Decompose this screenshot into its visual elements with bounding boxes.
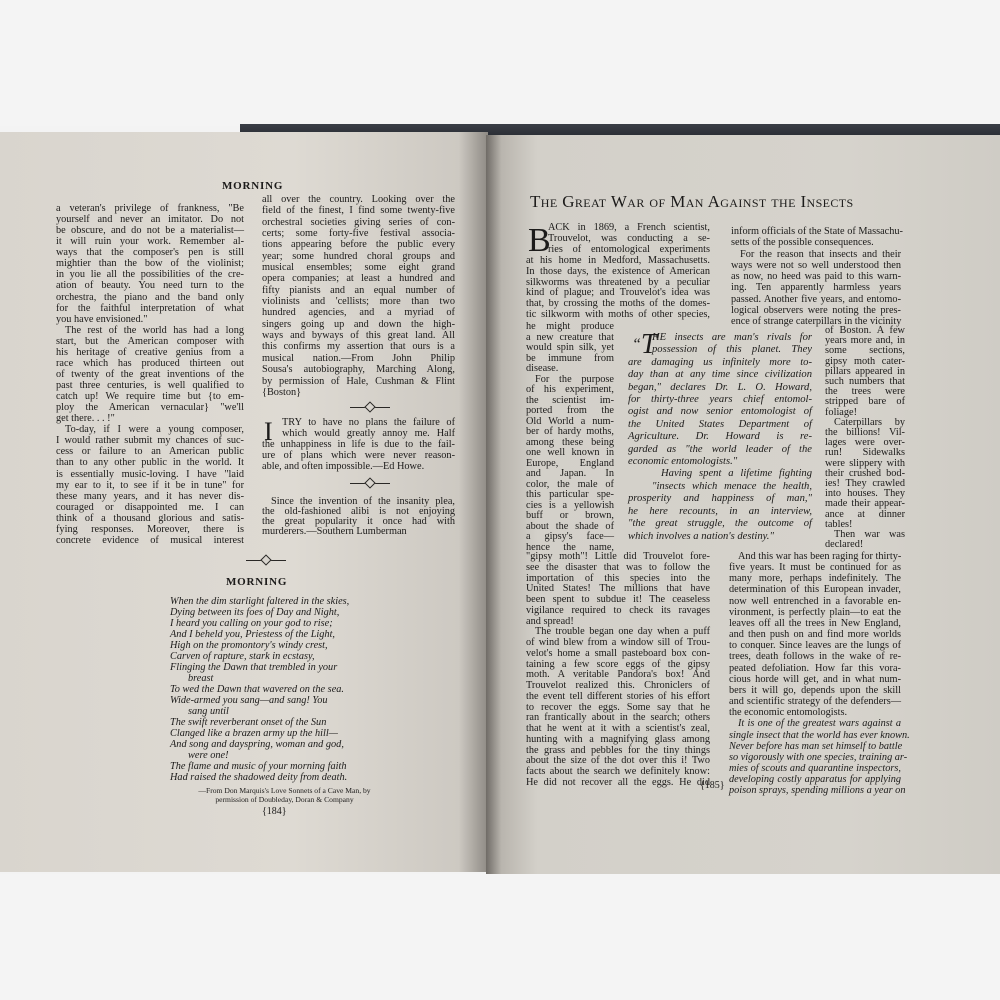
- text-line: Trouvelot, was conducting a se-: [548, 232, 710, 244]
- paragraph: [628, 468, 812, 542]
- text-line: HE insects are man's rivals for: [652, 332, 812, 343]
- text-line: to conquer. Since leaves are the lungs of: [729, 640, 901, 652]
- credit-line: —From Don Marquis's Love Sonnets of a Cave Man, by: [198, 786, 371, 795]
- text-line: disease.: [526, 363, 559, 374]
- text-line: hunting with a magnifying glass among: [526, 733, 710, 745]
- text-line: that, by crossing the moths of the domes-: [526, 298, 710, 310]
- text-line: certs; some forty-five festival associa-: [262, 228, 455, 240]
- text-line: leaves off all the trees in New England,: [729, 617, 901, 629]
- text-line: day than at any time since civilization: [628, 369, 812, 381]
- text-line: you have envisioned.": [56, 313, 148, 325]
- text-line: possession of this planet. They: [652, 344, 812, 356]
- text-line: ways and byways of this great land. All: [262, 330, 455, 342]
- text-line: he might produce: [526, 321, 614, 332]
- text-line: start, but the American composer with: [56, 335, 244, 347]
- text-line: silkworms was threatened by a peculiar: [526, 276, 710, 288]
- text-line: the unhappiness in life is due to the fail-: [262, 439, 455, 450]
- text-line: ance at dinner: [825, 508, 905, 520]
- text-line: For the purpose: [535, 373, 614, 385]
- right-column-1-bottom: [526, 552, 710, 789]
- text-line: orchestra, the piano and the band only: [56, 291, 244, 303]
- text-line: so vigorously with one species, training ar-: [729, 751, 908, 763]
- poem-line: Flinging the Dawn that trembled in your: [170, 662, 338, 673]
- text-line: and spread!: [526, 615, 574, 627]
- text-line: think of a thousand glorious and satis-: [56, 512, 244, 524]
- text-line: of Boston. A few: [825, 325, 905, 336]
- text-line: at his home in Medford, Massachusetts.: [526, 254, 710, 266]
- text-line: ing. Ten apparently harmless years: [731, 282, 901, 294]
- paragraph: [262, 417, 455, 472]
- text-line: years more and, in: [825, 335, 905, 347]
- text-line: "insects which menace the health,: [652, 480, 812, 492]
- text-line: all over the country. Looking over the: [262, 194, 455, 205]
- text-line: peated defoliation. How far this vora-: [729, 662, 901, 674]
- right-column-2-top: [731, 226, 901, 327]
- text-line: For the reason that insects and their: [740, 248, 901, 260]
- text-line: ported from the: [526, 405, 614, 416]
- text-line: able, and often impossible.—Ed Howe.: [262, 461, 425, 472]
- text-line: to recover the eggs. Some say that he: [526, 701, 710, 713]
- text-line: of his experiment,: [526, 384, 614, 395]
- text-line: Since the invention of the insanity plea,: [271, 496, 455, 507]
- text-line: and scientific strategy of the defenders—: [729, 696, 901, 708]
- poem-line: sang until: [188, 706, 229, 717]
- text-line: hence the name,: [526, 541, 614, 553]
- paragraph: [262, 497, 455, 537]
- lumberman-quote: [262, 497, 455, 537]
- text-line: ways were not so well understood then: [731, 259, 901, 271]
- text-line: Having spent a lifetime fighting: [661, 468, 812, 480]
- text-line: TRY to have no plans the failure of: [282, 417, 455, 428]
- text-line: fifty pianists and an equal number of: [262, 284, 455, 296]
- poem-title: MORNING: [226, 576, 288, 588]
- paragraph: [731, 226, 901, 249]
- text-line: The trouble began one day when a puff: [535, 626, 710, 638]
- text-line: tables!: [825, 518, 853, 530]
- text-line: gipsy moth cater-: [825, 355, 905, 367]
- article-title: The Great War of Man Against the Insects: [530, 192, 854, 211]
- text-line: velot's home a small pasteboard box con-: [526, 647, 710, 659]
- text-line: as now, no heed was paid to this warn-: [731, 271, 901, 282]
- text-line: declared!: [825, 539, 864, 551]
- text-line: To-day, if I were a young composer,: [65, 424, 244, 436]
- text-line: ploy the American vernacular} "we'll: [56, 402, 244, 414]
- text-line: Caterpillars by: [834, 416, 905, 428]
- text-line: kind of plague; and Trouvelot's idea was: [526, 287, 710, 299]
- text-line: his heritage of creative genius from a: [56, 346, 244, 358]
- right-column-2-bottom: [729, 551, 910, 797]
- right-column-1-top: [526, 223, 710, 321]
- text-line: vironment, is perfectly plain—to eat the: [729, 606, 901, 618]
- text-line: couraged or disappointed me. I can: [56, 501, 244, 513]
- text-line: logical observers were noting the pres-: [731, 304, 901, 316]
- text-line: is essentially music-loving. I have "laid: [56, 468, 244, 480]
- text-line: of twenty of the great inventions of the: [56, 368, 244, 380]
- text-line: mightier than the bow of the violinist;: [56, 258, 244, 270]
- text-line: stripped bare of: [825, 396, 905, 408]
- text-line: ries of entomological experiments: [548, 243, 710, 255]
- text-line: taining a few score eggs of the gipsy: [526, 658, 710, 670]
- text-line: past three centuries, is well qualified to: [56, 380, 244, 391]
- text-line: Agriculture. Dr. Howard is re-: [628, 431, 812, 443]
- text-line: ure of plans which were never reason-: [262, 450, 455, 461]
- text-line: for the faithful interpretation of what: [56, 302, 244, 314]
- text-line: the scientist im-: [526, 394, 614, 406]
- poem-line: breast: [188, 673, 214, 684]
- paragraph: [825, 418, 905, 530]
- ornament-divider: [246, 556, 286, 564]
- text-line: vigilance required to check its ravages: [526, 604, 710, 616]
- text-line: these many years, and it has never dis-: [56, 490, 244, 502]
- text-line: I would rather submit my chances of suc-: [56, 435, 244, 447]
- text-line: their crushed bod-: [825, 467, 905, 479]
- text-line: run! Sidewalks: [825, 447, 905, 459]
- text-line: facts about the search we definitely know:: [526, 766, 710, 777]
- text-line: setts of the possible consequences.: [731, 237, 874, 249]
- text-line: made their appear-: [825, 498, 905, 510]
- open-quote-mark: “: [632, 336, 641, 353]
- text-line: Sousa's autobiography, Marching Along,: [262, 364, 455, 376]
- text-line: mies of scouts and quarantine inspectors,: [729, 762, 901, 774]
- pull-quote: [628, 332, 812, 543]
- text-line: would spin silk, yet: [526, 342, 614, 353]
- text-line: such numbers that: [825, 376, 905, 388]
- right-column-1-narrow: [526, 322, 614, 553]
- poem-line: Carven of rapture, stark in ecstasy,: [170, 651, 315, 662]
- text-line: "gipsy moth"! Little did Trouvelot fore-: [526, 551, 710, 562]
- paragraph: [731, 249, 901, 328]
- text-line: He did not recover all the eggs. He did: [526, 776, 710, 788]
- text-line: murderers.—Southern Lumberman: [262, 526, 407, 537]
- text-line: Old World a num-: [526, 415, 614, 427]
- paragraph: [56, 203, 244, 325]
- text-line: year; some hundred choral groups and: [262, 250, 455, 262]
- poem-line: Dying between its foes of Day and Night,: [170, 607, 340, 618]
- text-line: been spent to subdue it! The ceaseless: [526, 594, 710, 605]
- text-line: And this war has been raging for thirty-: [738, 551, 902, 562]
- text-line: garded as "the world leader of the: [628, 443, 812, 455]
- text-line: Never before has man set himself to battle: [729, 740, 903, 752]
- paragraph: [56, 325, 244, 425]
- left-column-2: [262, 194, 455, 398]
- paragraph: [526, 627, 710, 788]
- text-line: developing costly apparatus for applying: [729, 774, 901, 786]
- paragraph: [825, 530, 905, 550]
- poem-line: And song and dayspring, woman and god,: [170, 739, 344, 750]
- paragraph: [526, 552, 710, 627]
- text-line: and Japan. In: [526, 468, 614, 479]
- text-line: this particular spe-: [526, 489, 614, 500]
- credit-line: permission of Doubleday, Doran & Company: [215, 794, 354, 804]
- drop-cap: B: [528, 222, 551, 259]
- text-line: the billions! Vil-: [825, 427, 905, 439]
- text-line: this confirms my assertion that ours is a: [262, 341, 455, 353]
- text-line: ber of hardy moths,: [526, 426, 614, 437]
- text-line: single insect that the world has ever known.: [729, 729, 910, 741]
- text-line: The rest of the world has had a long: [65, 324, 244, 336]
- text-line: it will ruin your work. Remember al-: [56, 236, 244, 248]
- text-line: some sections,: [825, 345, 905, 357]
- text-line: he here recounts, in an interview,: [628, 505, 812, 517]
- text-line: many more, perhaps indefinitely. The: [729, 573, 901, 585]
- text-line: cies is a yellowish: [526, 499, 614, 511]
- text-line: the old-fashioned alibi is not enjoying: [262, 506, 455, 517]
- text-line: buff or brown,: [526, 510, 614, 521]
- text-line: which would greatly annoy me. Half: [282, 428, 455, 439]
- text-line: Europe, England: [526, 457, 614, 469]
- text-line: ies! They crawled: [825, 478, 905, 490]
- text-line: bers it will go, depends upon the skill: [729, 684, 901, 696]
- text-line: ran frantically about in the search; others: [526, 712, 710, 724]
- text-line: In those days, the existence of American: [526, 265, 710, 277]
- text-line: than to any other public in the world. It: [56, 457, 244, 469]
- text-line: tic silkworm with moths of other species,: [526, 309, 710, 321]
- ornament-divider: [350, 479, 390, 487]
- text-line: United States! The millions that have: [526, 583, 710, 595]
- text-line: yourself and never an imitator. Do not: [56, 214, 244, 226]
- text-line: tions appearing before the public every: [262, 239, 455, 251]
- text-line: musical ensembles; some eight grand: [262, 262, 455, 274]
- poem-line: Wide-armed you sang—and sang! You: [170, 695, 328, 706]
- text-line: the grass and pebbles for the tiny things: [526, 744, 710, 756]
- text-line: inform officials of the State of Massachu-: [731, 226, 903, 237]
- paragraph: [526, 322, 614, 375]
- poem-line: The swift reverberant onset of the Sun: [170, 717, 327, 728]
- text-line: concrete evidence of musical interest: [56, 534, 244, 546]
- text-line: field of the finest, I find some twenty-five: [262, 205, 455, 217]
- left-column-1: [56, 203, 244, 546]
- text-line: lages were over-: [825, 437, 905, 449]
- text-line: ence of strange caterpillars in the vicinity: [731, 316, 902, 327]
- poem-line: Had raised the shadowed deity from death.: [170, 772, 348, 783]
- text-line: of wind blew from a window sill of Trou-: [526, 637, 710, 648]
- text-line: violinists and 'cellists; more than two: [262, 296, 455, 308]
- text-line: a gipsy's face—: [526, 531, 614, 542]
- poem-line: were one!: [188, 750, 229, 761]
- text-line: opera companies; at least a hundred and: [262, 273, 455, 285]
- text-line: prosperity and happiness of man,": [628, 493, 812, 505]
- paragraph: [526, 375, 614, 554]
- poem-line: To wed the Dawn that wavered on the sea.: [170, 684, 344, 695]
- poem-line: Clanged like a brazen army up the hill—: [170, 728, 338, 739]
- background-top: [0, 0, 1000, 126]
- text-line: ways that the composer's pen is still: [56, 247, 244, 259]
- paragraph: [628, 332, 812, 468]
- howe-quote: [262, 417, 455, 472]
- text-line: and then push on and find more worlds: [729, 629, 901, 641]
- text-line: "the great struggle, the outcome of: [628, 518, 812, 530]
- drop-cap: I: [264, 417, 273, 446]
- text-line: were slippery with: [825, 457, 905, 469]
- text-line: importation of this species into the: [526, 572, 710, 584]
- text-line: economic entomologists.": [628, 456, 738, 468]
- text-line: color, the male of: [526, 478, 614, 490]
- text-line: foliage!: [825, 406, 858, 418]
- text-line: fying responses. Moreover, there is: [56, 523, 244, 535]
- text-line: the trees were: [825, 386, 905, 398]
- text-line: hundred agencies, and a myriad of: [262, 307, 455, 319]
- paragraph: [262, 194, 455, 398]
- text-line: the event tell different stories of his effort: [526, 690, 710, 702]
- text-line: moth. A veritable Pandora's box! And: [526, 669, 710, 681]
- poem-line: High on the promontory's windy crest,: [170, 640, 328, 651]
- text-line: by permission of Hale, Cushman & Flint: [262, 375, 455, 387]
- text-line: which involves a nation's destiny.": [628, 530, 774, 542]
- text-line: be obscure, and do not be a materialist—: [56, 225, 244, 237]
- text-line: musical nation.—From John Philip: [262, 352, 455, 364]
- text-line: singers going up and down the high-: [262, 318, 455, 330]
- text-line: cious horde will get, and in what num-: [729, 673, 901, 685]
- page-number: {184}: [262, 806, 287, 817]
- poem-line: And I beheld you, Priestess of the Light,: [170, 629, 336, 640]
- text-line: race which has produced thirteen out: [56, 357, 244, 369]
- text-line: about the shade of: [526, 520, 614, 532]
- background-bottom: [0, 874, 1000, 1000]
- text-line: for thirty-three years chief entomol-: [628, 394, 812, 406]
- text-line: Then war was: [834, 529, 905, 541]
- page-number: {185}: [700, 780, 725, 791]
- text-line: ogist and now senior entomologist of: [628, 406, 812, 418]
- right-column-2-narrow: [825, 326, 905, 550]
- paragraph: [729, 718, 910, 797]
- paragraph: [526, 223, 710, 321]
- text-line: trees, death follows in the wake of re-: [729, 651, 901, 663]
- text-line: began," declares Dr. L. O. Howard,: [628, 381, 812, 393]
- text-line: catch up! We require time but {to em-: [56, 391, 244, 403]
- text-line: the United States Department of: [628, 418, 812, 430]
- text-line: ation of beauty. You need turn to the: [56, 280, 244, 292]
- text-line: Trouvelot realized this. Chroniclers of: [526, 680, 710, 691]
- text-line: the great popularity it once had with: [262, 516, 455, 527]
- poem-line: When the dim starlight faltered in the skies,: [170, 596, 350, 607]
- drop-cap-letter: T: [640, 329, 657, 360]
- text-line: five years. It must be continued for as: [729, 562, 901, 574]
- text-line: now well entrenched in a favorable en-: [729, 595, 901, 607]
- text-line: poison sprays, spending millions a year on: [729, 785, 906, 797]
- text-line: my ear to it, to see if it be in tune" for: [56, 479, 244, 491]
- text-line: among these being: [526, 436, 614, 448]
- text-line: into houses. They: [825, 488, 905, 500]
- paragraph: [56, 424, 244, 546]
- text-line: be immune from: [526, 352, 614, 364]
- paragraph: [729, 551, 901, 718]
- text-line: in you lie all the possibilities of the cre-: [56, 269, 244, 281]
- text-line: a veteran's privilege of frankness, "Be: [56, 203, 244, 214]
- text-line: get there. . . !": [56, 413, 115, 425]
- text-line: determination of this European invader,: [729, 584, 901, 596]
- running-head: MORNING: [222, 180, 284, 192]
- text-line: see the disaster that was to follow the: [526, 561, 710, 573]
- text-line: {Boston}: [262, 386, 302, 398]
- poem-line: I heard you calling on your god to rise;: [170, 618, 333, 629]
- poem: [170, 596, 375, 783]
- paragraph: [825, 326, 905, 418]
- text-line: orchestral societies giving series of con-: [262, 216, 455, 228]
- text-line: that he went at it with a scientist's zeal,: [526, 723, 710, 734]
- text-line: It is one of the greatest wars against a: [738, 718, 901, 730]
- ornament-divider: [350, 403, 390, 411]
- text-line: are damaging us infinitely more to-: [628, 356, 812, 368]
- text-line: cess or failure to an American public: [56, 446, 244, 458]
- poem-line: The flame and music of your morning faith: [170, 761, 347, 772]
- text-line: one well known in: [526, 447, 614, 458]
- text-line: pillars appeared in: [825, 365, 905, 377]
- text-line: about the size of the dot over this i! Two: [526, 755, 710, 767]
- text-line: the economic entomologists.: [729, 707, 848, 719]
- text-line: a new creature that: [526, 331, 614, 343]
- text-line: ACK in 1869, a French scientist,: [548, 222, 710, 233]
- poem-credit: [172, 787, 397, 804]
- text-line: passed. Another five years, and entomo-: [731, 293, 901, 305]
